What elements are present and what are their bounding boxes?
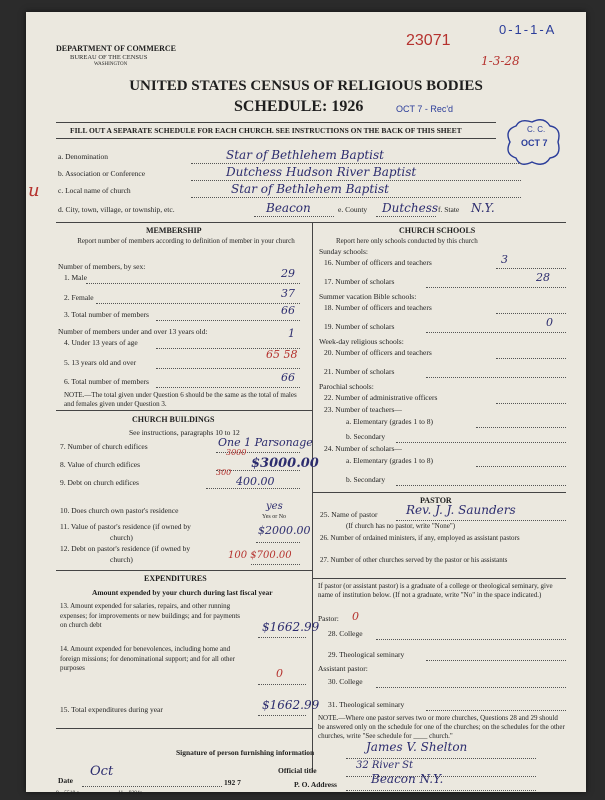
q17-label: 17. Number of scholars [324,277,395,286]
q24-label: 24. Number of scholars— [324,444,402,453]
pastor-answer: 0 [352,610,359,623]
church-name-label: c. Local name of church [58,186,131,195]
pastor-heading: PASTOR [420,496,452,505]
q24b-label: b. Secondary [346,475,386,484]
q8-note: 3000 [226,448,247,457]
age-label: Number of members under and over 13 years old: [58,327,208,336]
q7-value: One 1 Parsonage [218,436,313,449]
form-code: 0-1-1-A [499,22,557,37]
q25-value: Rev. J. J. Saunders [406,503,516,517]
q16-label: 16. Number of officers and teachers [324,258,432,267]
q12-label-2: church) [110,555,133,564]
q20-label: 20. Number of officers and teachers [324,348,432,357]
q9-value: 400.00 [236,475,275,488]
q4-value: 1 [288,327,295,340]
q11-label: 11. Value of pastor's residence (if owned by [60,522,191,531]
q18-label: 18. Number of officers and teachers [324,303,432,312]
q30-label: 30. College [328,677,363,686]
q10-value: yes [266,501,283,512]
official-title-label: Official title [278,766,317,775]
q25-note: (If church has no pastor, write "None") [346,522,456,530]
buildings-heading: CHURCH BUILDINGS [132,415,215,424]
q5-label: 5. 13 years old and over [64,358,137,367]
q7-label: 7. Number of church edifices [60,442,148,451]
q6-label: 6. Total number of members [64,377,149,386]
state-value: N.Y. [471,201,495,215]
city-value: Beacon [266,201,311,215]
bureau-name: BUREAU OF THE CENSUS [70,54,148,61]
q24a-label: a. Elementary (grades 1 to 8) [346,456,434,465]
yes-no-caption: Yes or No [262,514,287,520]
census-form [26,12,586,796]
pastor-note: NOTE.—Where one pastor serves two or more churches, Questions 28 and 29 should be answered only on the schedule for one of the churches; on the schedules for the other churches, write "See schedule for ____ church." [318,714,565,740]
q11-label-2: church) [110,533,133,542]
handwritten-date: 1-3-28 [481,54,520,68]
q15-label: 15. Total expenditures during year [60,705,163,714]
q12-label: 12. Debt on pastor's residence (if owned by [60,544,191,553]
q28-label: 28. College [328,629,363,638]
graduate-note: If pastor (or assistant pastor) is a graduate of a college or theological seminary, give name of institution below. (If not a graduate, write "No" in the space indicated.) [318,582,553,599]
q10-label: 10. Does church own pastor's residence [60,506,179,515]
signature-value: James V. Shelton [366,740,468,754]
schedule-title: SCHEDULE: 1926 [234,98,364,115]
q12-value: 100 $700.00 [228,550,292,561]
q23-label: 23. Number of teachers— [324,405,402,414]
schools-intro: Report here only schools conducted by this church [336,237,478,245]
q15-value: $1662.99 [262,698,320,712]
margin-mark: u [28,180,40,201]
q11-value: $2000.00 [258,524,311,537]
address-value: Beacon N.Y. [371,772,444,786]
membership-intro: Report number of members according to definition of member in your church [77,237,295,245]
q25-label: 25. Name of pastor [320,510,378,519]
pastor-label: Pastor: [318,614,339,623]
q19-label: 19. Number of scholars [324,322,395,331]
expenditures-intro: Amount expended by your church during last fiscal year [92,588,273,597]
stamp-cc: C. C. [527,125,546,134]
stamp-number: 23071 [406,32,451,49]
association-label: b. Association or Conference [58,169,146,178]
q8-value: $3000.00 [251,456,319,471]
q8-label: 8. Value of church edifices [60,460,141,469]
q21-label: 21. Number of scholars [324,367,395,376]
stamp-oct7: OCT 7 [521,138,548,148]
q13-value: $1662.99 [262,620,320,634]
denomination-label: a. Denomination [58,152,108,161]
county-label: e. County [338,205,368,214]
year-label: 192 7 [224,778,241,787]
membership-note: NOTE.—The total given under Question 6 should be the same as the total of males and females given under Question 3. [64,391,297,408]
weekday-label: Week-day religious schools: [319,337,404,346]
q23a-label: a. Elementary (grades 1 to 8) [346,417,434,426]
q5-value: 65 58 [266,348,298,361]
q3-label: 3. Total number of members [64,310,149,319]
q22-label: 22. Number of administrative officers [324,393,438,402]
expenditures-heading: EXPENDITURES [144,574,207,583]
date-label: Date [58,776,73,785]
buildings-see: See instructions, paragraphs 10 to 12 [129,428,240,437]
parochial-label: Parochial schools: [319,382,374,391]
q31-label: 31. Theological seminary [328,700,405,709]
city-label: d. City, town, village, or township, etc. [58,205,175,214]
sunday-label: Sunday schools: [319,247,368,256]
assistant-label: Assistant pastor: [318,664,368,673]
q2-label: 2. Female [64,293,94,302]
sex-label: Number of members, by sex: [58,262,146,271]
q6-value: 66 [281,371,295,384]
county-value: Dutchess [382,201,439,215]
q26-label: 26. Number of ordained ministers, if any, employed as assistant pastors [320,534,520,542]
q16-value: 3 [501,253,508,266]
association-value: Dutchess Hudson River Baptist [226,165,417,179]
date-value: Oct [90,764,114,779]
form-title: UNITED STATES CENSUS OF RELIGIOUS BODIES [129,78,483,94]
print-code: 11—9204a [118,790,143,796]
membership-heading: MEMBERSHIP [146,226,202,235]
state-label: f. State [438,205,460,214]
q13-label: 13. Amount expended for salaries, repairs, and other running expenses; for improvements or new buildings; and for payments on church debt [60,602,241,629]
received-stamp: OCT 7 - Rec'd [396,104,454,114]
schools-heading: CHURCH SCHOOLS [399,226,476,235]
address-label: P. O. Address [294,780,337,789]
vacation-label: Summer vacation Bible schools: [319,292,417,301]
instructions: FILL OUT A SEPARATE SCHEDULE FOR EACH CHURCH. SEE INSTRUCTIONS ON THE BACK OF THIS SHEET [70,126,462,135]
church-name-value: Star of Bethlehem Baptist [231,182,389,196]
q1-label: 1. Male [64,273,87,282]
city-name: WASHINGTON [94,62,128,67]
q1-value: 29 [281,267,295,280]
q9-label: 9. Debt on church edifices [60,478,139,487]
official-title-value: 32 River St [356,760,414,771]
department-name: DEPARTMENT OF COMMERCE [56,44,177,53]
q14-label: 14. Amount expended for benevolences, including home and foreign missions; for denominational support; and for all other purposes [60,645,235,672]
q9-note: 300 [216,468,232,477]
form-number: 8—5518 a [56,790,80,796]
signature-label: Signature of person furnishing information [176,748,315,757]
q23b-label: b. Secondary [346,432,386,441]
q27-label: 27. Number of other churches served by the pastor or his assistants [320,556,508,564]
q2-value: 37 [281,287,295,300]
denomination-value: Star of Bethlehem Baptist [226,148,384,162]
q29-label: 29. Theological seminary [328,650,405,659]
q3-value: 66 [281,304,295,317]
q14-value: 0 [276,667,283,680]
q4-label: 4. Under 13 years of age [64,338,138,347]
q19-value: 0 [546,316,553,329]
q17-value: 28 [536,271,550,284]
